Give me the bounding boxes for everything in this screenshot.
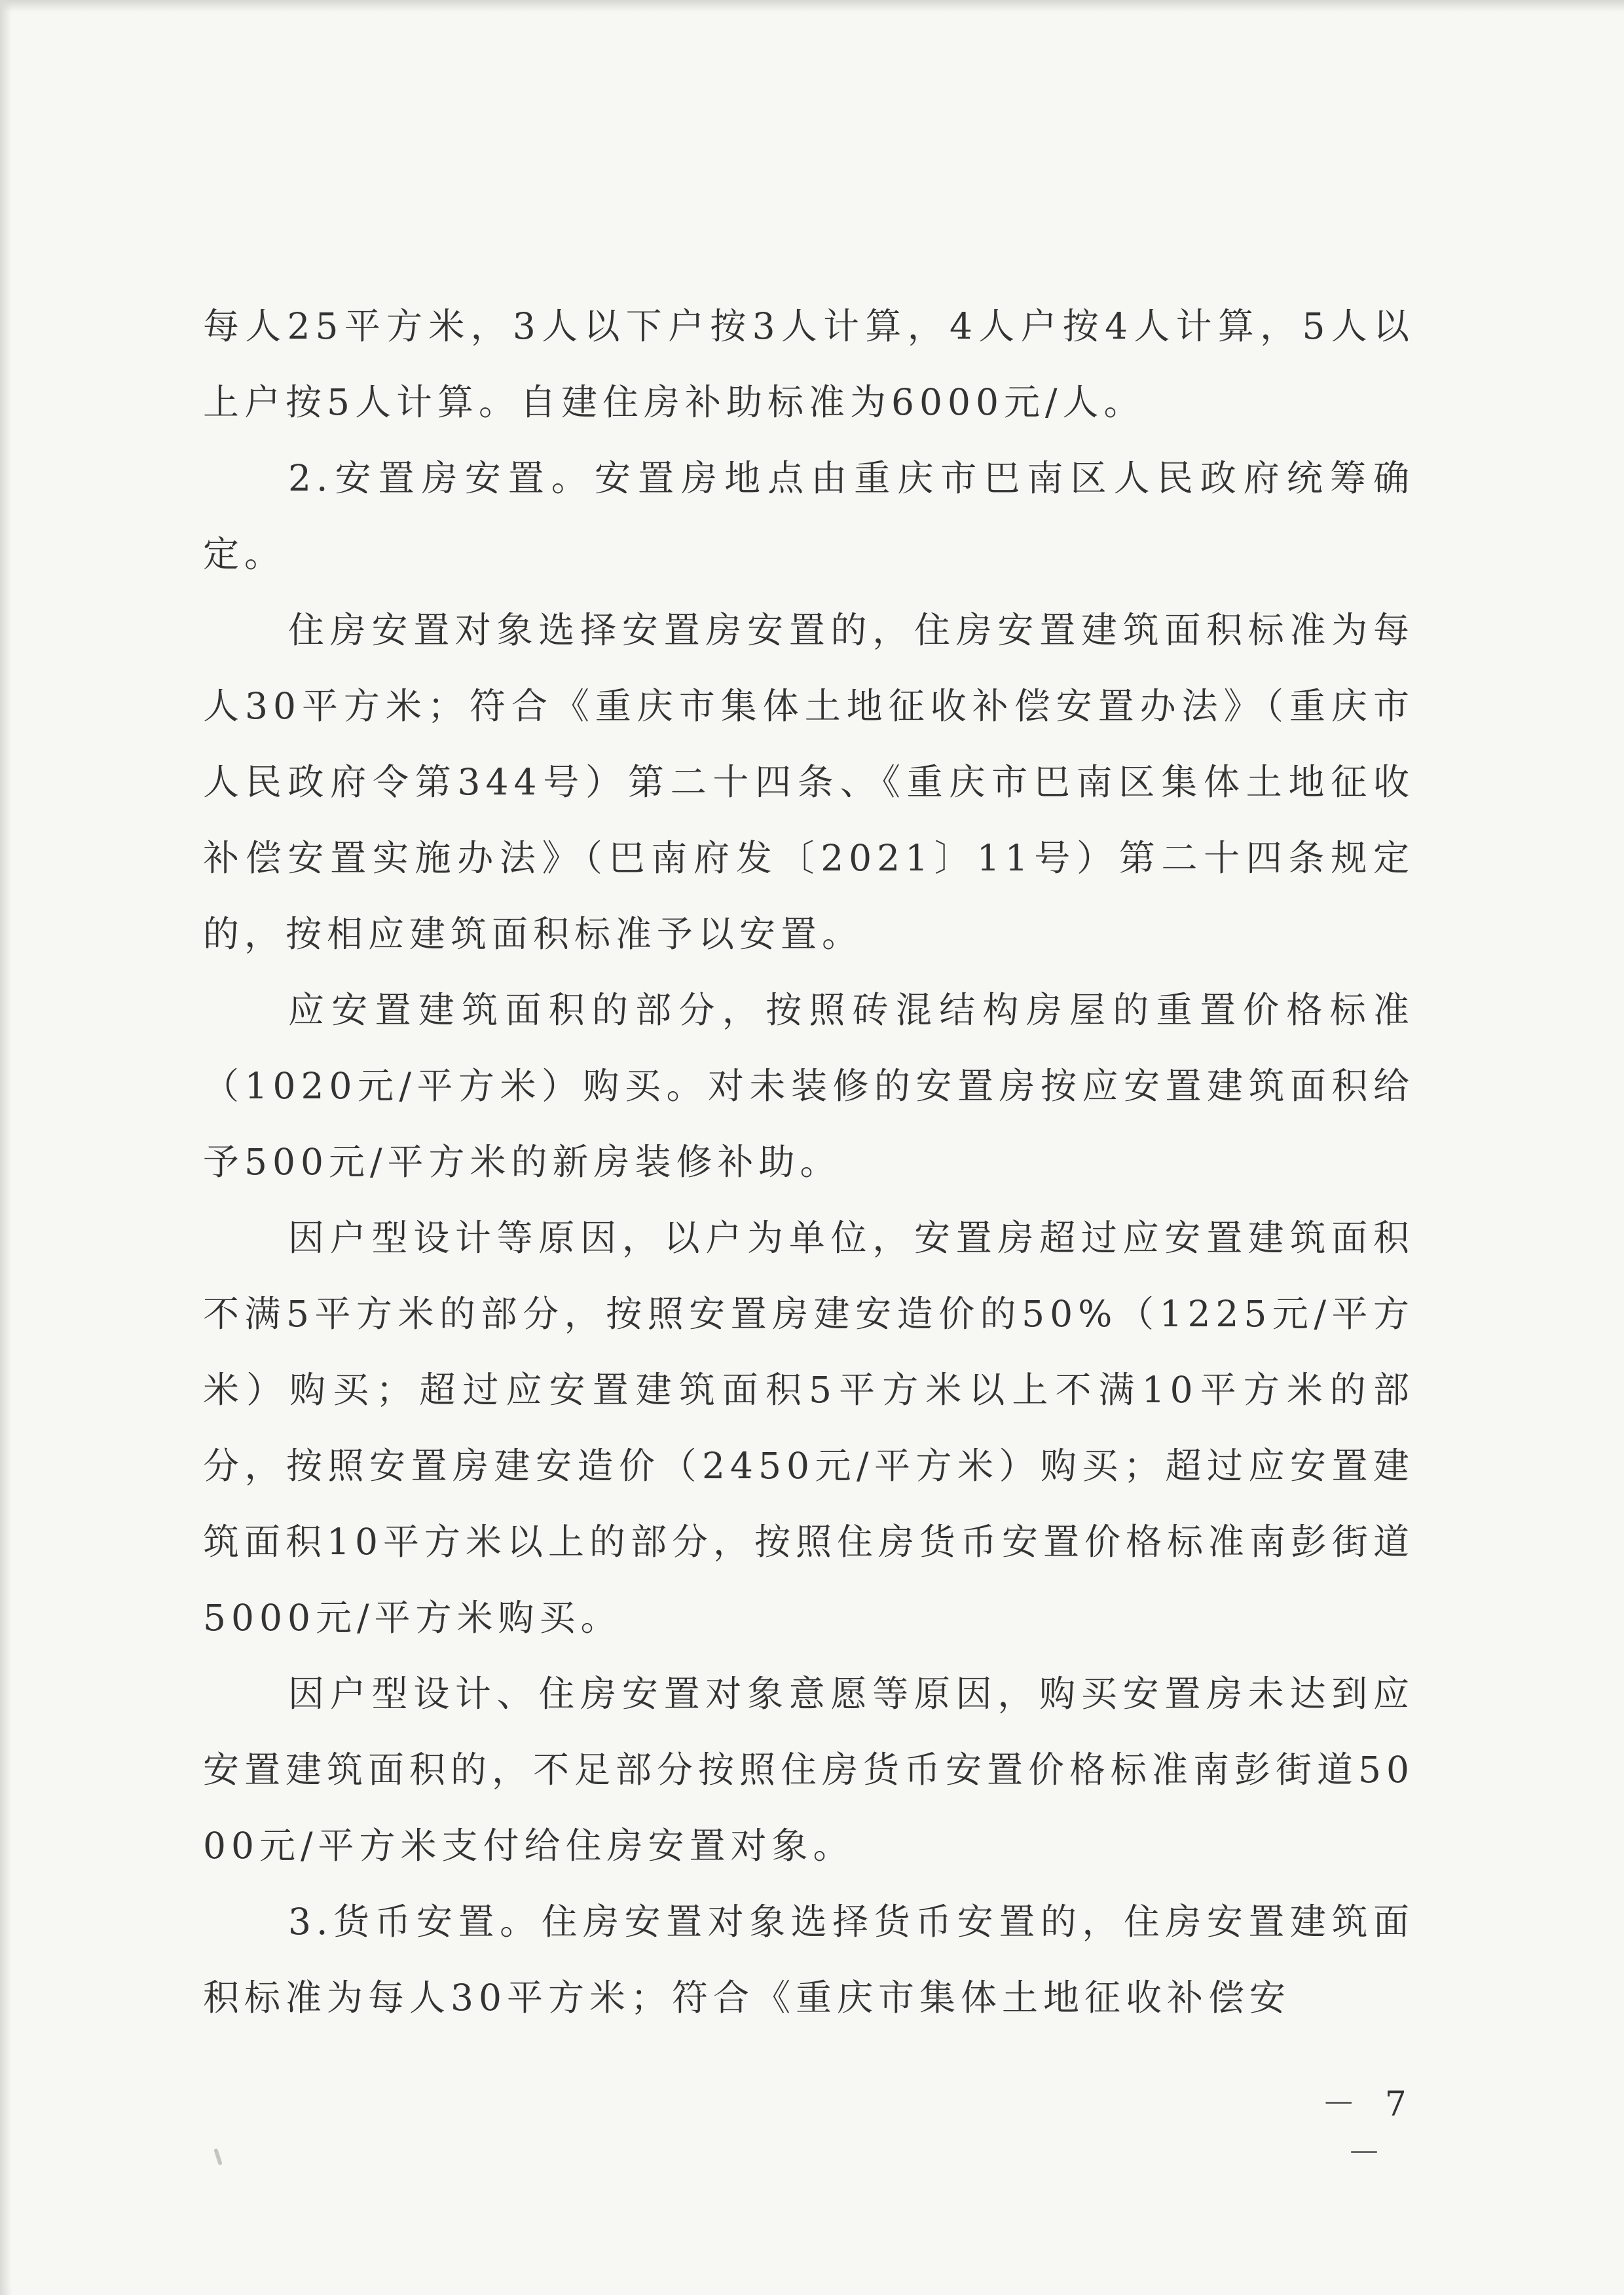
paragraph-resettlement-housing: 2.安置房安置。安置房地点由重庆市巴南区人民政府统筹确定。 (203, 457, 1414, 575)
paragraph-excess-area: 因户型设计等原因，以户为单位，安置房超过应安置建筑面积不满5平方米的部分，按照安置房建安造价的50%（1225元/平方米）购买；超过应安置建筑面积5平方米以上不满10平方米的部分，按照安置房建安造价（2450元/平方米）购买；超过应安置建筑面积10平方米以上的部分，按照住房货币安置价格标准南彭街道5000元/平方米购买。 (203, 1217, 1414, 1639)
paragraph-cash-resettlement: 3.货币安置。住房安置对象选择货币安置的，住房安置建筑面积标准为每人30平方米；符合《重庆市集体土地征收补偿安 (203, 1901, 1414, 2019)
paragraph-area-standard: 住房安置对象选择安置房安置的，住房安置建筑面积标准为每人30平方米；符合《重庆市集体土地征收补偿安置办法》（重庆市人民政府令第344号）第二十四条、《重庆市巴南区集体土地征收补偿安置实施办法》（巴南府发〔2021〕11号）第二十四条规定的，按相应建筑面积标准予以安置。 (203, 609, 1414, 955)
scan-top-edge (0, 0, 1624, 12)
paragraph-shortfall-area: 因户型设计、住房安置对象意愿等原因，购买安置房未达到应安置建筑面积的，不足部分按照住房货币安置价格标准南彭街道5000元/平方米支付给住房安置对象。 (203, 1673, 1414, 1867)
scan-speck (213, 2148, 223, 2166)
document-body (203, 288, 1414, 2036)
paragraph-purchase-price: 应安置建筑面积的部分，按照砖混结构房屋的重置价格标准（1020元/平方米）购买。对未装修的安置房按应安置建筑面积给予500元/平方米的新房装修补助。 (203, 989, 1414, 1183)
scan-left-edge (0, 0, 12, 2295)
paragraph-continuation: 每人25平方米，3人以下户按3人计算，4人户按4人计算，5人以上户按5人计算。自建住房补助标准为6000元/人。 (203, 305, 1414, 423)
page-number: － 7 － (1321, 2085, 1416, 2173)
